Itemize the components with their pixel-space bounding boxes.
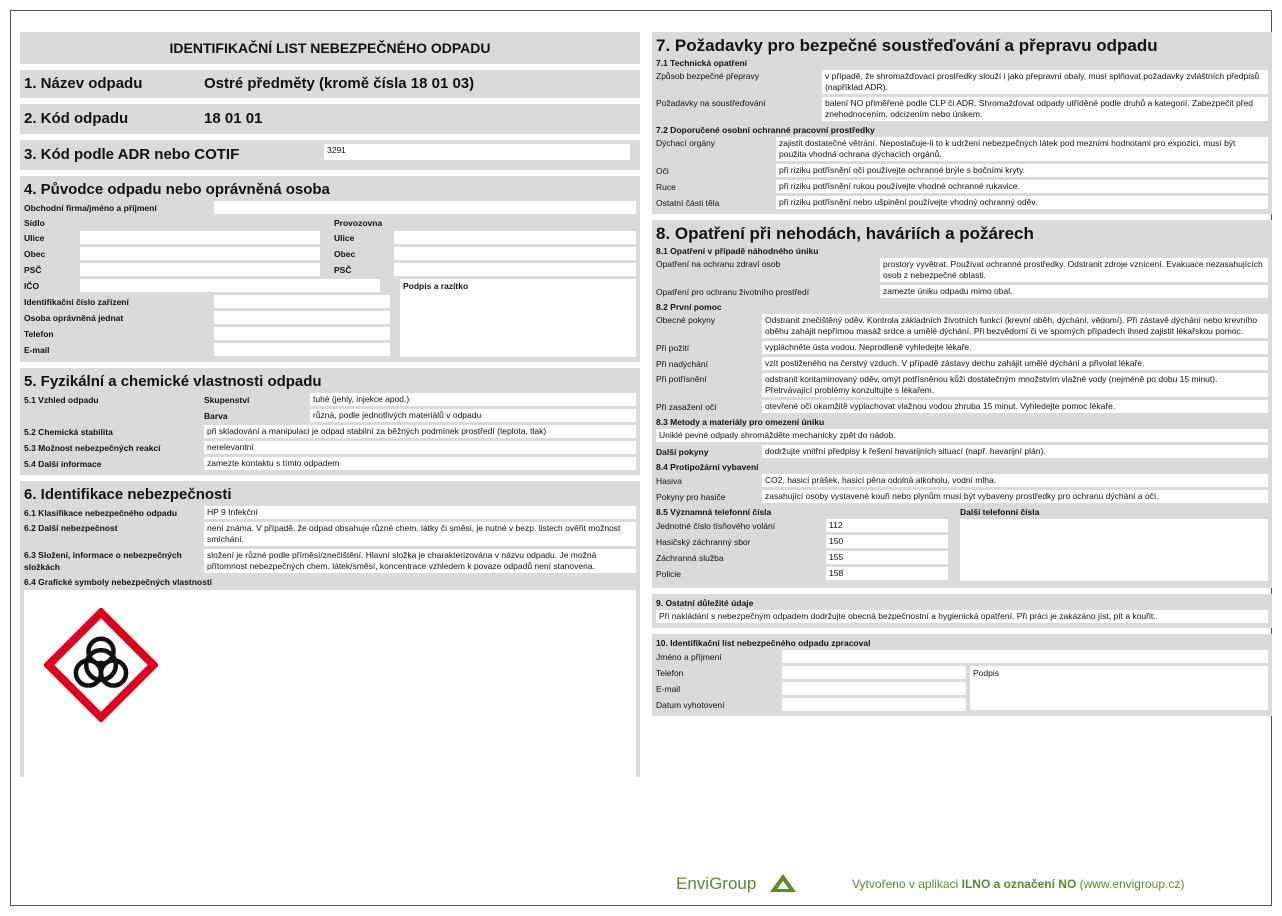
phone-row — [656, 567, 956, 580]
footer-text-ilno: ILNO a označení NO — [961, 877, 1077, 891]
color-label: Barva — [204, 410, 228, 421]
eye-contact-value: otevřené oči okamžitě vyplachovat vlažnou vodou zhruba 15 minut. Vyhledejte pomoc lékaře. — [762, 400, 1268, 413]
phone-row — [656, 551, 956, 564]
eye-contact-label: Při zasažení očí — [656, 401, 717, 412]
section-3 — [20, 140, 640, 170]
firm-label: Obchodní firma/jméno a příjmení — [24, 202, 157, 213]
psc-label: PSČ — [24, 264, 42, 275]
inhalation-label: Při nadýchání — [656, 358, 708, 369]
transport-label: Způsob bezpečné přepravy — [656, 71, 760, 81]
hands-value: při riziku potřísnění rukou používejte vhodné ochranné rukavice. — [776, 180, 1268, 193]
skin-value: odstranit kontaminovaný oděv, omýt potřísněnou kůži dostatečným množstvím vlažné vody (nejméně po dobu 15 minut). Přetrvávající problémy konzultujte s lékařem. — [762, 373, 1268, 397]
signature-stamp-box[interactable] — [400, 279, 636, 357]
prepared-name-label: Jméno a příjmení — [656, 651, 722, 662]
obec-field[interactable] — [80, 247, 320, 260]
section-10-title: 10. Identifikační list nebezpečného odpadu zpracoval — [656, 638, 871, 648]
prepared-date-label: Datum vyhotovení — [656, 699, 725, 710]
section-5-title: 5. Fyzikální a chemické vlastnosti odpadu — [24, 373, 322, 390]
document-title: IDENTIFIKAČNÍ LIST NEBEZPEČNÉHO ODPADU — [169, 40, 491, 56]
collection-value: balení NO přiměřené podle CLP či ADR. Shromažďovat odpady utříděné podle druhů a kategorií. Zabezpečit před znehodnocením, odcizením nebo únikem. — [822, 97, 1268, 121]
provozovna-obec-label: Obec — [334, 248, 356, 259]
symbols-area — [24, 590, 636, 780]
adr-code: 3291 — [324, 144, 630, 160]
other-info-label: 5.4 Další informace — [24, 458, 102, 469]
footer — [676, 868, 1272, 900]
section-7-1-title: 7.1 Technická opatření — [656, 58, 748, 68]
general-value: Odstranit znečištěný oděv. Kontrola základních životních funkcí (krevní oběh, dýchání, vědomí). Při zástavě dýchání nebo krevního oběhu zahájit nepřímou masáž srdce a umělé dýchání. Při bezvědomí či ve sporných případech ihned zajistit lékařskou pomoc. — [762, 314, 1268, 338]
email-label: E-mail — [24, 344, 50, 355]
section-9-title: 9. Ostatní důležité údaje — [656, 598, 754, 608]
color-value: různá, podle jednotlivých materiálů v odpadu — [310, 409, 636, 422]
section-8-3-title: 8.3 Metody a materiály pro omezení úniku — [656, 417, 825, 427]
stability-label: 5.2 Chemická stabilita — [24, 426, 113, 437]
respiratory-label: Dýchací orgány — [656, 138, 716, 148]
section-9 — [652, 594, 1272, 628]
phone-number: 158 — [826, 567, 948, 580]
reactions-label: 5.3 Možnost nebezpečných reakcí — [24, 442, 161, 453]
hands-label: Ruce — [656, 181, 676, 192]
other-info-text: Při nakládání s nebezpečným odpadem dodržujte obecná bezpečnostní a hygienická opatření. Při práci je zakázáno jíst, pít a kouřit. — [656, 610, 1268, 623]
prepared-name-field[interactable] — [782, 650, 1268, 663]
phone-row — [656, 535, 956, 548]
obec-label: Obec — [24, 248, 46, 259]
section-2 — [20, 104, 640, 134]
section-7-title: 7. Požadavky pro bezpečné soustřeďování a přepravu odpadu — [656, 36, 1158, 55]
section-6-title: 6. Identifikace nebezpečnosti — [24, 486, 232, 503]
section-4 — [20, 176, 640, 362]
respiratory-value: zajistit dostatečné větrání. Nepostačuje-li to k udržení nebezpečných látek pod mezními hodnotami pro expozici, musí být použita vhodná ochrana dýchacích orgánů. — [776, 137, 1268, 161]
body-label: Ostatní části těla — [656, 197, 720, 208]
telefon-field[interactable] — [214, 327, 390, 340]
ulice-label: Ulice — [24, 232, 45, 243]
prepared-signature-box[interactable] — [970, 666, 1268, 710]
firefighters-label: Pokyny pro hasiče — [656, 491, 726, 502]
section-5 — [20, 368, 640, 475]
phone-number: 112 — [826, 519, 948, 532]
idc-label: Identifikační číslo zařízení — [24, 296, 129, 307]
signature-stamp-label: Podpis a razítko — [403, 281, 469, 291]
section-2-label: 2. Kód odpadu — [24, 110, 129, 127]
section-1-label: 1. Název odpadu — [24, 75, 143, 92]
section-8-1-title: 8.1 Opatření v případě náhodného úniku — [656, 246, 819, 256]
prepared-date-field[interactable] — [782, 698, 966, 711]
section-8-title: 8. Opatření při nehodách, haváriích a požárech — [656, 224, 1034, 243]
footer-text-2: (www.envigroup.cz) — [1076, 877, 1185, 891]
osoba-field[interactable] — [214, 311, 390, 324]
provozovna-obec-field[interactable] — [394, 247, 636, 260]
footer-text-1: Vytvořeno v aplikaci — [852, 877, 962, 891]
section-3-label: 3. Kód podle ADR nebo COTIF — [24, 146, 240, 163]
section-8-2-title: 8.2 První pomoc — [656, 302, 722, 312]
phone-list — [656, 519, 956, 580]
left-column — [20, 32, 640, 783]
section-8-5-title: 8.5 Významná telefonní čísla — [656, 507, 772, 517]
psc-field[interactable] — [80, 263, 320, 276]
transport-value: v případě, že shromažďovací prostředky slouží i jako přepravní obaly, musí splňovat požadavky zvláštních předpisů (například ADR). — [822, 70, 1268, 94]
document-title-bar — [20, 32, 640, 64]
general-label: Obecné pokyny — [656, 315, 716, 325]
ingestion-value: vypláchněte ústa vodou. Neprodleně vyhledejte lékaře. — [762, 341, 1268, 354]
other-info-value: zamezte kontaktu s tímto odpadem — [204, 457, 636, 470]
prepared-phone-label: Telefon — [656, 667, 684, 678]
phone-number: 155 — [826, 551, 948, 564]
brand-logo-icon — [768, 872, 798, 894]
right-column — [652, 32, 1272, 722]
ico-label: IČO — [24, 280, 40, 291]
classification-value: HP 9 Infekční — [204, 506, 636, 519]
footer-text — [852, 877, 1184, 891]
inhalation-value: vzít postiženého na čerstvý vzduch. V případě zástavy dechu zahájit umělé dýchání a přivolat lékaře. — [762, 357, 1268, 370]
state-value: tuhé (jehly, injekce apod.) — [310, 393, 636, 406]
phone-name: Hasičský záchranný sbor — [656, 536, 751, 547]
composition-label: 6.3 Složení, informace o nebezpečných složkách — [24, 550, 182, 572]
firm-field[interactable] — [214, 201, 636, 214]
email-field[interactable] — [214, 343, 390, 356]
further-instructions-label: Další pokyny — [656, 446, 709, 457]
section-1 — [20, 70, 640, 98]
state-label: Skupenství — [204, 394, 250, 405]
idc-field[interactable] — [214, 295, 390, 308]
extinguishers-value: CO2, hasicí prášek, hasicí pěna odolná alkoholu, vodní mlha. — [762, 474, 1268, 487]
env-protection-label: Opatření pro ochranu životního prostředí — [656, 286, 810, 297]
provozovna-ulice-label: Ulice — [334, 232, 355, 243]
stability-value: při skladování a manipulaci je odpad stabilní za běžných podmínek prostředí (teplota, tlak) — [204, 425, 636, 438]
env-protection-value: zamezte úniku odpadu mimo obal. — [880, 285, 1268, 298]
section-6 — [20, 481, 640, 777]
eyes-label: Oči — [656, 165, 669, 176]
prepared-phone-field[interactable] — [782, 666, 966, 679]
section-8 — [652, 220, 1272, 588]
extinguishers-label: Hasiva — [656, 475, 682, 486]
firefighters-value: zasahující osoby vystavené kouři nebo plynům musí být vybaveny prostředky pro ochranu dýchání a očí. — [762, 490, 1268, 503]
section-10 — [652, 634, 1272, 716]
other-phones-field[interactable] — [960, 519, 1268, 581]
phone-name: Záchranná služba — [656, 552, 724, 563]
prepared-signature-label: Podpis — [973, 668, 999, 678]
health-protection-label: Opatření na ochranu zdraví osob — [656, 259, 781, 269]
eyes-value: při riziku potřísnění očí používejte ochranné brýle s bočními kryty. — [776, 164, 1268, 177]
sidlo-label: Sídlo — [24, 218, 45, 228]
skin-label: Při potřísnění — [656, 374, 707, 384]
section-8-4-title: 8.4 Protipožární vybavení — [656, 462, 759, 472]
biohazard-pictogram — [44, 608, 158, 722]
provozovna-psc-label: PSČ — [334, 264, 352, 275]
other-hazard-value: není známa. V případě, že odpad obsahuje různé chem. látky či směsi, je nutné v bezp. listech ověřit možnost smíchání. — [204, 522, 636, 546]
containment-value: Uniklé pevné odpady shromážděte mechanicky zpět do nádob. — [656, 429, 1268, 442]
telefon-label: Telefon — [24, 328, 54, 339]
further-instructions-value: dodržujte vnitřní předpisy k řešení havarijních situací (např. havarijní plán). — [762, 445, 1268, 458]
classification-label: 6.1 Klasifikace nebezpečného odpadu — [24, 507, 178, 518]
osoba-label: Osoba oprávněná jednat — [24, 312, 124, 323]
brand-logo-text: EnviGroup — [676, 874, 757, 893]
body-value: při riziku potřísnění nebo ušpinění používejte vhodný ochranný oděv. — [776, 196, 1268, 209]
phone-number: 150 — [826, 535, 948, 548]
ico-field[interactable] — [80, 279, 380, 292]
appearance-label: 5.1 Vzhled odpadu — [24, 394, 99, 405]
other-hazard-label: 6.2 Další nebezpečnost — [24, 523, 118, 533]
reactions-value: nerelevantní — [204, 441, 636, 454]
prepared-email-label: E-mail — [656, 683, 681, 694]
symbols-label: 6.4 Grafické symboly nebezpečných vlastností — [24, 577, 213, 587]
provozovna-label: Provozovna — [334, 218, 383, 228]
phone-name: Jednotné číslo tísňového volání — [656, 520, 776, 531]
phone-name: Policie — [656, 568, 682, 579]
section-7-2-title: 7.2 Doporučené osobní ochranné pracovní prostředky — [656, 125, 875, 135]
composition-value: složení je různé podle příměsí/znečištění. Hlavní složka je charakterizována v názvu odpadu. Je možná přítomnost nebezpečných chem. látek/směsí, koncentrace vzhledem k povaze odpadů není stanovena. — [204, 549, 636, 573]
provozovna-ulice-field[interactable] — [394, 231, 636, 244]
ingestion-label: Při požití — [656, 342, 690, 353]
waste-name: Ostré předměty (kromě čísla 18 01 03) — [204, 75, 475, 92]
phone-row — [656, 519, 956, 532]
collection-label: Požadavky na soustřeďování — [656, 98, 766, 108]
health-protection-value: prostory vyvětrat. Používat ochranné prostředky. Odstranit zdroje vznícení. Evakuace nezasahujících osob z nebezpečné oblasti. — [880, 258, 1268, 282]
section-4-title: 4. Původce odpadu nebo oprávněná osoba — [24, 181, 330, 198]
ulice-field[interactable] — [80, 231, 320, 244]
waste-code: 18 01 01 — [204, 110, 263, 127]
provozovna-psc-field[interactable] — [394, 263, 636, 276]
prepared-email-field[interactable] — [782, 682, 966, 695]
other-phones-label: Další telefonní čísla — [960, 507, 1040, 517]
section-7 — [652, 32, 1272, 214]
